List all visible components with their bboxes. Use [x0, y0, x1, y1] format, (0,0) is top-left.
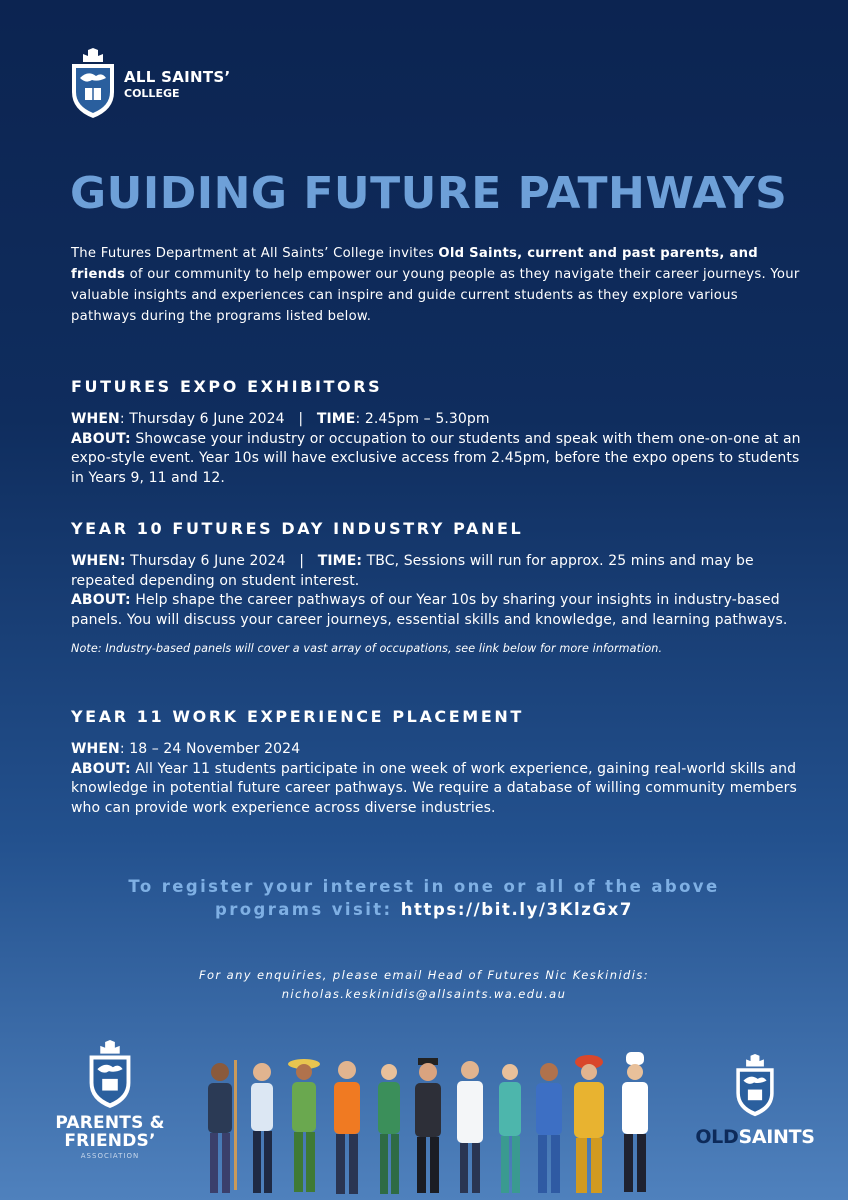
- college-crest-icon: [68, 48, 118, 120]
- when-value: Thursday 6 June 2024 |: [125, 553, 318, 569]
- time-label: TIME: [316, 411, 356, 427]
- section-when: [71, 552, 801, 591]
- parents-friends-logo: [50, 1040, 170, 1160]
- worker-figure-5: [378, 1064, 400, 1194]
- intro-text-1: The Futures Department at All Saints’ College invites: [71, 246, 439, 261]
- when-value: : Thursday 6 June 2024 |: [119, 411, 317, 427]
- page-title: GUIDING FUTURE PATHWAYS: [70, 168, 788, 219]
- college-logo: [68, 48, 231, 120]
- about-value: Showcase your industry or occupation to our students and speak with them one-on-one at an expo-style event. Year 10s will have exclusive access from 2.45pm, before the expo opens to students in Years 9, 11 and 12.: [71, 430, 801, 486]
- time-label: TIME:: [317, 553, 363, 569]
- old-saints-wordmark: [688, 1126, 822, 1148]
- worker-figure-7: [457, 1061, 483, 1193]
- section-about: [71, 430, 801, 489]
- worker-figure-2: [251, 1063, 273, 1193]
- section-about: [71, 760, 801, 819]
- section-when: [71, 410, 801, 430]
- about-label: ABOUT:: [71, 592, 131, 608]
- when-label: WHEN:: [71, 553, 126, 569]
- old-saints-part-1: OLD: [695, 1126, 739, 1148]
- time-value: : 2.45pm – 5.30pm: [355, 411, 490, 427]
- intro-bold: Old Saints, current and past parents, and friends: [71, 246, 758, 282]
- old-saints-part-2: SAINTS: [738, 1126, 815, 1148]
- worker-figure-10: [574, 1055, 604, 1193]
- time-value: TBC, Sessions will run for approx. 25 mins and may be repeated depending on student interest.: [71, 553, 754, 589]
- worker-figure-6: [415, 1058, 441, 1193]
- pf-line-1: PARENTS &: [55, 1113, 165, 1133]
- section-heading: YEAR 11 WORK EXPERIENCE PLACEMENT: [71, 707, 524, 726]
- section-heading: YEAR 10 FUTURES DAY INDUSTRY PANEL: [71, 519, 524, 538]
- register-line-2: programs visit:: [215, 900, 401, 919]
- enquiry-email-link[interactable]: nicholas.keskinidis@allsaints.wa.edu.au: [281, 987, 567, 1001]
- when-label: WHEN: [71, 411, 120, 427]
- about-value: Help shape the career pathways of our Year 10s by sharing your insights in industry-based panels. You will discuss your career journeys, essential skills and knowledge, and learning pathways.: [71, 592, 788, 628]
- section-futures-expo: [71, 377, 801, 488]
- old-saints-logo: [688, 1054, 822, 1148]
- college-subtitle: COLLEGE: [124, 86, 180, 100]
- old-saints-crest-icon: [732, 1054, 778, 1118]
- section-work-experience: [71, 707, 801, 818]
- worker-figure-3: [288, 1059, 320, 1192]
- about-label: ABOUT:: [71, 430, 131, 447]
- about-value: All Year 11 students participate in one week of work experience, gaining real-world skills and knowledge in potential future career pathways. We require a database of willing community members who can provide work experience across diverse industries.: [71, 760, 797, 816]
- worker-figure-8: [499, 1064, 521, 1193]
- intro-paragraph: [71, 243, 801, 327]
- section-note: Note: Industry-based panels will cover a vast array of occupations, see link below for more information.: [71, 642, 663, 655]
- intro-text-2: of our community to help empower our young people as they navigate their career journeys. Your valuable insights and experiences can inspire and guide current students as they explore various pathways during the programs listed below.: [71, 267, 800, 324]
- section-when: [71, 740, 801, 760]
- parents-friends-crest-icon: [84, 1040, 136, 1110]
- workers-illustration: [194, 1050, 664, 1200]
- pf-line-2: FRIENDS’: [64, 1131, 156, 1151]
- about-label: ABOUT:: [71, 760, 131, 777]
- worker-figure-11: [622, 1052, 648, 1192]
- worker-figure-4: [334, 1061, 360, 1194]
- pf-line-3: ASSOCIATION: [80, 1152, 140, 1160]
- register-callout: [0, 875, 848, 921]
- section-about: [71, 591, 801, 630]
- worker-figure-1: [208, 1060, 237, 1193]
- section-heading: FUTURES EXPO EXHIBITORS: [71, 377, 383, 396]
- register-line-1: To register your interest in one or all of the above: [128, 877, 720, 896]
- worker-figure-9: [536, 1063, 562, 1193]
- enquiry-text: [0, 966, 848, 1004]
- when-label: WHEN: [71, 741, 120, 757]
- section-industry-panel: [71, 519, 801, 656]
- enquiry-line: For any enquiries, please email Head of Futures Nic Keskinidis:: [198, 968, 649, 982]
- when-value: : 18 – 24 November 2024: [119, 741, 301, 757]
- college-name: ALL SAINTS’: [124, 67, 231, 86]
- register-link[interactable]: https://bit.ly/3KlzGx7: [400, 900, 633, 919]
